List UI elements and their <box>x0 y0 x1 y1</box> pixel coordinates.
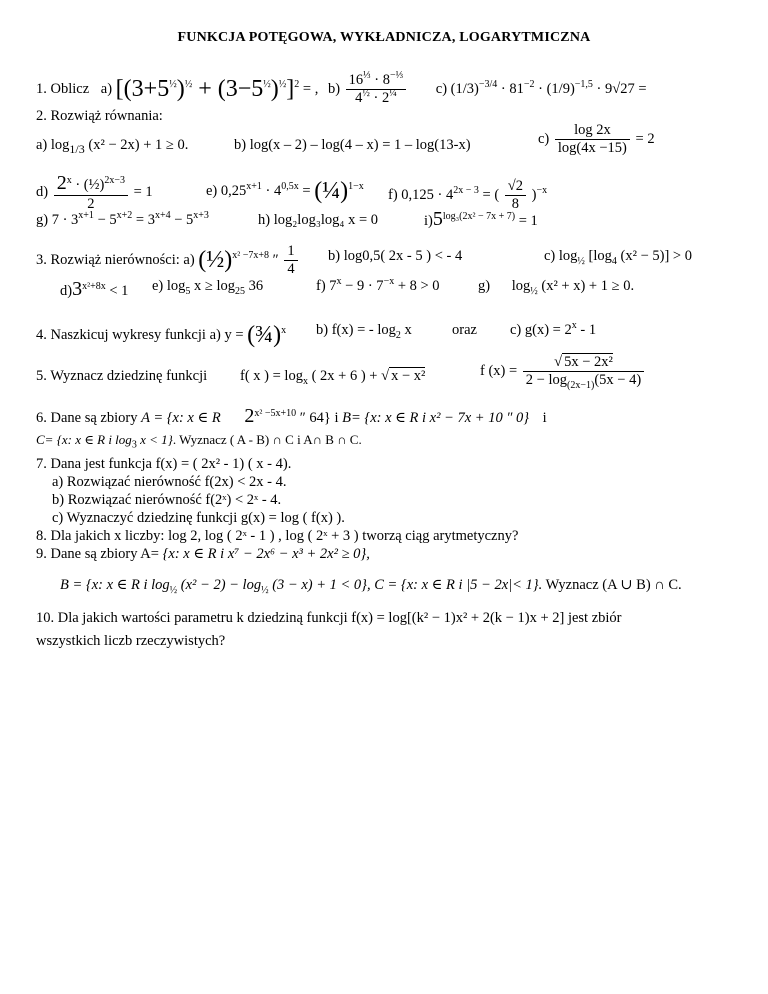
task-2i-rhs: = 1 <box>518 213 538 229</box>
task-5-f1: f( x ) = $\log_x$ ( 2x + 6 ) + √ x − x² <box>240 368 426 387</box>
task-9-b-mid: (x² − 2) − log <box>180 577 262 593</box>
task-3f-text: f) 7 <box>316 278 337 294</box>
task-2g-mid3: − 5 <box>174 212 194 228</box>
task-2f-tail: ) <box>531 186 537 203</box>
task-2e-text: e) 0,25 <box>206 182 247 199</box>
task-2i: $i)5^{log_3(2x^2 - 7x + 7)} = 1$ <box>424 208 538 230</box>
task-2-label: 2. Rozwiąż równania: <box>36 108 163 124</box>
task-3e-text: e) log <box>152 278 186 294</box>
task-3g-label: g) <box>478 278 491 294</box>
page-title: FUNKCJA POTĘGOWA, WYKŁADNICZA, LOGARYTMICZNA <box>177 30 591 45</box>
task-4b-base: 2 <box>395 329 401 341</box>
task-7c: c) Wyznaczyć dziedzinę funkcji g(x) = log ( f(x) ). <box>52 510 345 526</box>
task-2b: b) log(x – 2) – log(4 – x) = 1 – log(13-x) <box>234 137 471 153</box>
task-3f: f) $7^x - 9 \cdot 7^{-x} + 8 > 0$ <box>316 276 440 294</box>
task-4a: a) y = <box>209 326 244 343</box>
task-9 <box>36 546 370 563</box>
task-1a-eq: = <box>302 80 312 97</box>
task-3a: 3. Rozwiąż nierówności: a) (½)$^{x^2 -7x+8}$ ″ $\frac{1}{4}$ <box>36 243 300 278</box>
task-2g-mid2: = 3 <box>135 212 155 228</box>
task-3g-tail: (x² + x) + 1 ≥ 0. <box>541 278 635 294</box>
task-2d-fraction: $\frac{2^x \cdot (\frac{1}{2})^{2x-3}}{2}$ <box>54 172 128 213</box>
task-3e: e) $\log_5 x \ge \log_{25} 36$ <box>152 278 264 297</box>
task-2d-rhs: = 1 <box>133 183 153 200</box>
task-5-f1-base: x <box>302 375 308 387</box>
task-5-f2 <box>480 354 646 389</box>
task-4b <box>316 322 412 339</box>
task-6-i1: i <box>334 410 339 426</box>
task-2f-text: f) 0,125 · 4 <box>388 186 454 203</box>
task-2c <box>538 122 655 157</box>
task-5-f2-den: 2 − log <box>525 372 568 388</box>
task-9-task: Wyznacz (A ∪ B) ∩ C. <box>545 577 682 593</box>
task-2f-mid: = ( <box>482 186 500 203</box>
task-2a: a) $\log_{1/3} (x^2 - 2x) + 1 \ge 0$. <box>36 137 189 156</box>
task-4b-tail: x <box>404 322 412 338</box>
task-6-set-a: A = {x: x ∈ R <box>141 410 221 426</box>
task-9-line2: B = {x: x ∈ R i $\log_{\frac{1}{2}} (x^2 - 2) - \log_{\frac{1}{2}} (3 - x) + 1 < 0$}, C = {x: x ∈ R i |5 − 2x|< 1}. Wyznacz (A ∪ B) ∩ C. <box>60 577 682 596</box>
task-6-line2 <box>36 432 362 451</box>
task-3e-mid: x ≥ log <box>194 278 236 294</box>
task-2c-rhs: = 2 <box>635 130 655 147</box>
task-5-label: 5. Wyznacz dziedzinę funkcji <box>36 368 208 384</box>
task-2c-den: log(4x −15) <box>557 140 627 156</box>
task-2d-label: d) <box>36 183 49 200</box>
task-2e-mid: · 4 <box>265 182 282 199</box>
task-9-set-c: C = {x: x ∈ R i |5 − 2x|< 1}. <box>374 577 543 593</box>
task-5-f2-den-tail: (5x − 4) <box>594 372 642 388</box>
task-1c-expr: $(1/3)^{-3/4} \cdot 81^{-2} \cdot (1/9)^{-1,5} \cdot 9√27$ = <box>450 79 647 97</box>
task-4: 4. Naszkicuj wykresy funkcji a) y = (¾)$^x$ <box>36 322 287 348</box>
task-6-label: 6. Dane są zbiory <box>36 410 138 426</box>
task-2d <box>36 172 153 213</box>
task-2g-mid1: − 5 <box>97 212 117 228</box>
task-6-a-exp: x² −5x+10 <box>254 408 297 420</box>
task-4c-tail: - 1 <box>580 322 597 338</box>
task-2c-fraction <box>555 122 630 157</box>
task-1b-fraction: $\frac{16^{\frac{1}{3}} \cdot 8^{-\frac{1}{3}}}{4^{\frac{1}{2}} \cdot 2^{\frac{1}{4}}}$ <box>346 72 406 107</box>
task-4c-text: c) g(x) = 2 <box>510 322 572 338</box>
task-6: 6. Dane są zbiory A = {x: x ∈ R $2^{x^2 -5x+10}$ ″ 64} i B= {x: x ∈ R i x² − 7x + 10 ″ 0} i <box>36 405 547 427</box>
task-7a: a) Rozwiązać nierówność f(2x) < 2x - 4. <box>52 474 287 490</box>
task-2h: h) log₂log₃log₄ x = 0 <box>258 212 379 228</box>
task-3d-label: d) <box>60 283 73 299</box>
task-10-line1: 10. Dla jakich wartości parametru k dziedziną funkcji f(x) = log[(k² − 1)x² + 2(k − 1)x + 2] jest zbiór <box>36 610 622 626</box>
task-3f-mid: − 9 · 7 <box>345 278 384 294</box>
task-3c-tail2: (x² − 5)] > 0 <box>620 248 692 264</box>
task-3g-log: log <box>511 278 531 294</box>
task-4c-exp: x <box>571 320 577 332</box>
task-5-f1-root: x − x² <box>391 368 426 384</box>
task-9-label: 9. Dane są zbiory A= <box>36 546 159 562</box>
task-7-label: 7. Dana jest funkcja f(x) = ( 2x² - 1) ( x - 4). <box>36 456 292 472</box>
task-1b-label: b) <box>327 80 341 97</box>
task-8: 8. Dla jakich x liczby: log 2, log ( 2ˣ - 1 ) , log ( 2ˣ + 3 ) tworzą ciąg arytmetyczny? <box>36 528 519 544</box>
task-2e-rhs: = <box>302 182 311 199</box>
task-2g-text: g) 7 · 3 <box>36 212 79 228</box>
task-5-f2-fraction: $\frac{\text{√ 5x − 2x²}}{2 - \log_{(2x-1)}(5x - 4)}$ <box>523 354 644 389</box>
task-1a-label: a) <box>100 80 113 97</box>
task-6-task: . Wyznacz ( A - B) ∩ C i A∩ B ∩ C. <box>172 432 362 447</box>
task-3d: $d)3^{x^2+8x} < 1$ <box>60 278 129 300</box>
task-1 <box>36 72 647 107</box>
task-4-oraz: oraz <box>452 322 477 338</box>
task-2e: e) $0,25^{x+1} \cdot 4^{0,5x}$ = (¼)$^{1-x}$ <box>206 178 364 204</box>
task-5-f1-text: f( x ) = log <box>240 368 303 384</box>
task-4-label: 4. Naszkicuj wykresy funkcji <box>36 326 206 343</box>
task-3c: c) $\log_{\frac{1}{2}} [\log_4$ (x² − 5)] > 0 <box>544 248 692 267</box>
task-3-label: 3. Rozwiąż nierówności: a) <box>36 251 195 268</box>
task-3f-tail: + 8 > 0 <box>397 278 440 294</box>
task-5-f2-num: 5x − 2x² <box>564 354 613 370</box>
task-9-b-tail: (3 − x) + 1 < 0}, <box>272 577 371 593</box>
task-5-f2-text: f (x) = <box>480 362 518 379</box>
task-5-f1-tail: ( 2x + 6 ) + <box>311 368 378 384</box>
task-10-line2: wszystkich liczb rzeczywistych? <box>36 633 226 649</box>
task-3e-tail: 36 <box>248 278 264 294</box>
task-2f: f) $0,125 \cdot 4^{2x - 3}$ = ( $\frac{√2}{8}$ )$^{-x}$ <box>388 178 548 212</box>
task-5-f2-den-base: (2x−1) <box>567 379 595 391</box>
task-3c-text: c) log <box>544 248 578 264</box>
task-6-c-tail: x < 1} <box>140 432 173 447</box>
task-4c <box>510 322 596 339</box>
task-7b: b) Rozwiązać nierówność f(2ˣ) < 2ˣ - 4. <box>52 492 282 508</box>
task-2c-label: c) <box>538 130 550 147</box>
task-6-set-c: C= {x: x ∈ R i log <box>36 432 132 447</box>
task-2c-num: log 2x <box>555 122 630 140</box>
task-9-set-a: {x: x ∈ R i x⁷ − 2x⁶ − x³ + 2x² ≥ 0}, <box>162 546 370 562</box>
task-4b-text: b) f(x) = - log <box>316 322 396 338</box>
task-6-i2: i <box>542 410 547 426</box>
task-2a-text: a) log <box>36 137 70 153</box>
task-1c-label: c) <box>435 80 448 97</box>
task-1a-expr: $[(3+5^{\frac{1}{2}})^{\frac{1}{2}} + (3-5^{\frac{1}{2}})^{\frac{1}{2}}]^2$ <box>115 76 300 102</box>
task-3d-rhs: < 1 <box>109 283 129 299</box>
task-9-set-b: B = {x: x ∈ R i log <box>60 577 170 593</box>
task-6-a-tail: ″ 64} <box>299 410 331 426</box>
task-3g: g) $\log_{\frac{1}{2}} (x^2 + x) + 1 \ge 0$. <box>478 278 635 297</box>
task-3c-tail: [log <box>588 248 612 264</box>
task-1-comma: , <box>314 80 319 97</box>
task-6-c-base: 3 <box>131 439 137 451</box>
task-3a-rel: ″ <box>272 251 279 268</box>
task-2a-tail: (x² − 2x) + 1 ≥ 0. <box>88 137 189 153</box>
task-1-label: 1. Oblicz <box>36 80 90 97</box>
task-2g: g) $7 \cdot 3^{x+1} - 5^{x+2} = 3^{x+4} - 5^{x+3}$ <box>36 210 209 228</box>
task-3b: b) log0,5( 2x - 5 ) < - 4 <box>328 248 463 264</box>
task-2i-label: i) <box>424 213 433 229</box>
task-6-set-b: B= {x: x ∈ R i x² − 7x + 10 ″ 0} <box>342 410 530 426</box>
